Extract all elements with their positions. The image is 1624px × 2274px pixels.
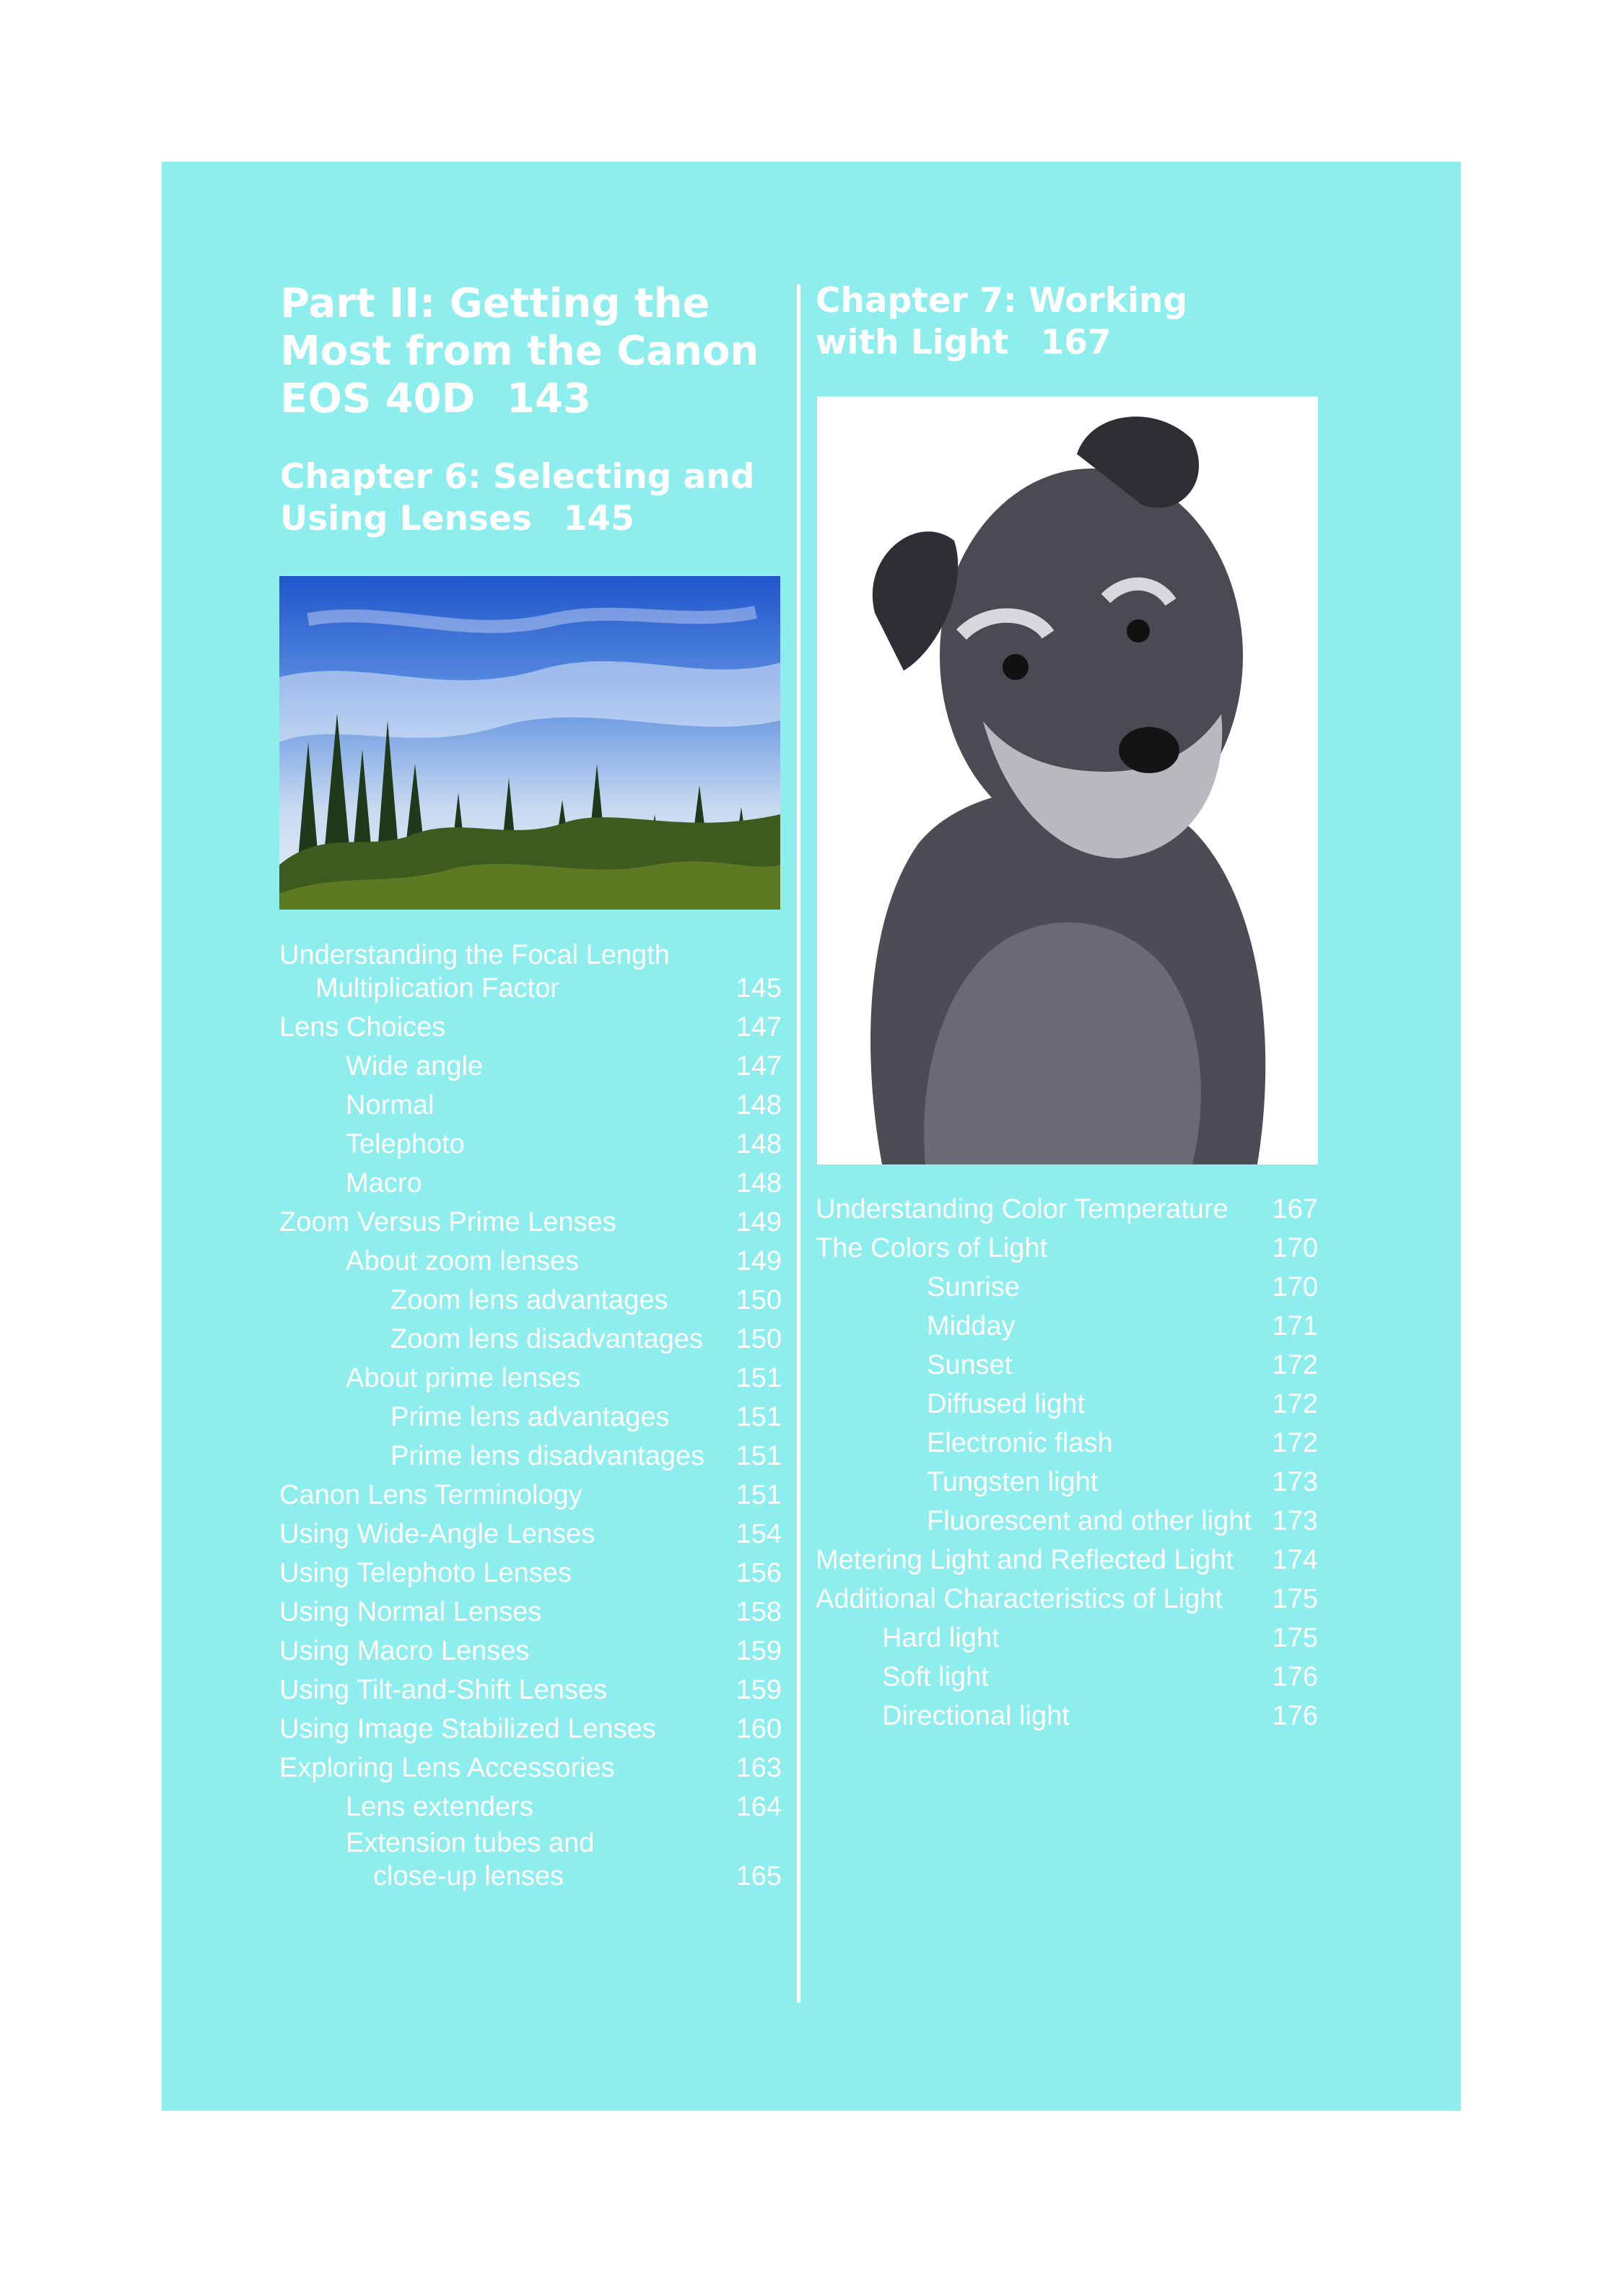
toc-entry[interactable] [279, 1709, 782, 1748]
toc-entry-label: Using Wide-Angle Lenses [279, 1519, 595, 1549]
toc-entry[interactable] [279, 1164, 782, 1203]
toc-entry-page: 175 [1272, 1584, 1318, 1614]
toc-entry-label: Prime lens advantages [390, 1402, 670, 1432]
toc-entry-page: 174 [1272, 1545, 1318, 1575]
toc-entry-page: 151 [735, 1402, 782, 1432]
toc-entry-page: 170 [1272, 1272, 1318, 1302]
toc-entry-label: Using Telephoto Lenses [279, 1558, 572, 1588]
chapter-7-toc [816, 1190, 1318, 1735]
toc-entry-label-continued: close-up lenses [373, 1861, 564, 1891]
toc-entry[interactable] [279, 1086, 782, 1125]
chapter-7-title [816, 280, 1321, 364]
toc-entry[interactable] [279, 938, 782, 1008]
toc-entry[interactable] [279, 1670, 782, 1709]
toc-entry-page: 151 [735, 1441, 782, 1471]
toc-entry[interactable] [816, 1307, 1318, 1346]
toc-entry[interactable] [816, 1385, 1318, 1424]
toc-entry-label: Lens Choices [279, 1012, 446, 1042]
toc-entry-label: Macro [346, 1168, 422, 1198]
toc-entry-page: 154 [735, 1519, 782, 1549]
toc-entry-page: 175 [1272, 1623, 1318, 1653]
toc-entry-label: Additional Characteristics of Light [816, 1584, 1223, 1614]
chapter-7-title-line1: Chapter 7: Working [816, 281, 1188, 321]
toc-entry[interactable] [279, 1748, 782, 1787]
toc-entry-page: 159 [735, 1636, 782, 1666]
toc-entry[interactable] [279, 1359, 782, 1398]
toc-entry[interactable] [816, 1696, 1318, 1735]
toc-entry-label: Canon Lens Terminology [279, 1480, 582, 1510]
chapter-6-toc [279, 938, 782, 1896]
chapter-6-title-line2: Using Lenses [280, 499, 532, 539]
toc-entry[interactable] [279, 1554, 782, 1593]
toc-entry-page: 151 [735, 1363, 782, 1393]
toc-entry-label: Zoom lens disadvantages [390, 1324, 704, 1354]
toc-entry-label: Sunset [927, 1350, 1013, 1380]
toc-entry-label: Using Image Stabilized Lenses [279, 1714, 656, 1744]
part-title [280, 280, 785, 423]
toc-entry-label: Soft light [882, 1662, 989, 1692]
toc-entry-label: Wide angle [346, 1051, 484, 1081]
toc-entry-page: 160 [735, 1714, 782, 1744]
toc-entry-page: 150 [735, 1324, 782, 1354]
toc-entry-label: Directional light [882, 1701, 1070, 1731]
toc-entry-page: 156 [735, 1558, 782, 1588]
toc-entry[interactable] [279, 1593, 782, 1632]
toc-entry-label: Extension tubes and [346, 1828, 595, 1858]
toc-entry-label: Using Macro Lenses [279, 1636, 530, 1666]
toc-entry-label: Using Tilt-and-Shift Lenses [279, 1675, 608, 1705]
toc-entry-page: 171 [1272, 1311, 1318, 1341]
toc-entry[interactable] [816, 1619, 1318, 1657]
toc-entry-page: 145 [735, 973, 782, 1003]
chapter-7-page-number: 167 [1040, 323, 1112, 362]
toc-entry-page: 147 [735, 1012, 782, 1042]
toc-entry-label: Understanding the Focal Length [279, 940, 670, 970]
toc-entry[interactable] [279, 1632, 782, 1670]
toc-entry[interactable] [816, 1268, 1318, 1307]
toc-entry[interactable] [816, 1190, 1318, 1229]
toc-entry-label: Midday [927, 1311, 1016, 1341]
toc-entry-page: 170 [1272, 1233, 1318, 1263]
toc-entry-page: 158 [735, 1597, 782, 1627]
toc-entry[interactable] [816, 1502, 1318, 1541]
toc-entry[interactable] [816, 1229, 1318, 1268]
toc-entry[interactable] [816, 1424, 1318, 1463]
toc-entry-page: 148 [735, 1129, 782, 1159]
toc-entry[interactable] [279, 1242, 782, 1281]
toc-entry[interactable] [279, 1203, 782, 1242]
toc-entry-label: Metering Light and Reflected Light [816, 1545, 1234, 1575]
toc-entry[interactable] [279, 1125, 782, 1164]
toc-entry-page: 176 [1272, 1701, 1318, 1731]
toc-entry-page: 164 [735, 1792, 782, 1822]
toc-entry-page: 176 [1272, 1662, 1318, 1692]
toc-entry-page: 151 [735, 1480, 782, 1510]
toc-entry-label: Exploring Lens Accessories [279, 1753, 615, 1783]
part-title-text: Part II: Getting the Most from the Canon EOS 40D [280, 280, 759, 422]
toc-entry[interactable] [816, 1657, 1318, 1696]
toc-entry[interactable] [279, 1476, 782, 1515]
chapter-6-page-number: 145 [563, 499, 634, 539]
toc-entry[interactable] [279, 1320, 782, 1359]
toc-entry-label: The Colors of Light [816, 1233, 1048, 1263]
toc-entry-label: Telephoto [346, 1129, 465, 1159]
toc-entry-label: Diffused light [927, 1389, 1085, 1419]
toc-entry-page: 172 [1272, 1350, 1318, 1380]
chapter-7-title-line2: with Light [816, 323, 1009, 362]
toc-entry[interactable] [279, 1437, 782, 1476]
toc-entry[interactable] [279, 1787, 782, 1826]
toc-entry[interactable] [279, 1398, 782, 1437]
toc-entry-page: 150 [735, 1285, 782, 1315]
toc-entry-label: Prime lens disadvantages [390, 1441, 705, 1471]
toc-entry-label: Zoom lens advantages [390, 1285, 668, 1315]
toc-entry-label-continued: Multiplication Factor [315, 973, 559, 1003]
toc-entry-page: 148 [735, 1090, 782, 1120]
toc-entry-page: 149 [735, 1207, 782, 1237]
part-page-number: 143 [507, 375, 592, 422]
toc-entry-label: Tungsten light [927, 1467, 1099, 1497]
toc-entry-label: About prime lenses [346, 1363, 581, 1393]
toc-entry[interactable] [816, 1580, 1318, 1619]
toc-entry-label: About zoom lenses [346, 1246, 580, 1276]
toc-entry[interactable] [816, 1346, 1318, 1385]
toc-entry-label: Understanding Color Temperature [816, 1194, 1228, 1224]
toc-entry-page: 173 [1272, 1506, 1318, 1536]
toc-entry-label: Hard light [882, 1623, 1000, 1653]
chapter-6-title [280, 456, 785, 540]
toc-entry[interactable] [816, 1463, 1318, 1502]
schnauzer-dog-photo [817, 396, 1318, 1164]
toc-entry-page: 149 [735, 1246, 782, 1276]
toc-entry-page: 173 [1272, 1467, 1318, 1497]
toc-entry-page: 163 [735, 1753, 782, 1783]
toc-entry-label: Zoom Versus Prime Lenses [279, 1207, 616, 1237]
forest-sky-photo [279, 576, 780, 910]
toc-entry-page: 172 [1272, 1389, 1318, 1419]
toc-entry[interactable] [279, 1826, 782, 1896]
toc-entry-label: Fluorescent and other light [927, 1506, 1252, 1536]
toc-entry[interactable] [279, 1281, 782, 1320]
toc-entry[interactable] [279, 1515, 782, 1554]
toc-entry-page: 148 [735, 1168, 782, 1198]
toc-entry-label: Normal [346, 1090, 435, 1120]
toc-entry-label: Lens extenders [346, 1792, 533, 1822]
toc-entry[interactable] [279, 1047, 782, 1086]
toc-entry-page: 165 [735, 1861, 782, 1891]
toc-entry[interactable] [816, 1541, 1318, 1580]
column-divider [797, 284, 800, 2003]
toc-entry-label: Electronic flash [927, 1428, 1113, 1458]
toc-entry-page: 147 [735, 1051, 782, 1081]
toc-entry-page: 172 [1272, 1428, 1318, 1458]
toc-entry-label: Sunrise [927, 1272, 1020, 1302]
toc-entry[interactable] [279, 1008, 782, 1047]
toc-entry-label: Using Normal Lenses [279, 1597, 542, 1627]
chapter-6-title-line1: Chapter 6: Selecting and [280, 457, 755, 497]
toc-entry-page: 159 [735, 1675, 782, 1705]
toc-entry-page: 167 [1272, 1194, 1318, 1224]
